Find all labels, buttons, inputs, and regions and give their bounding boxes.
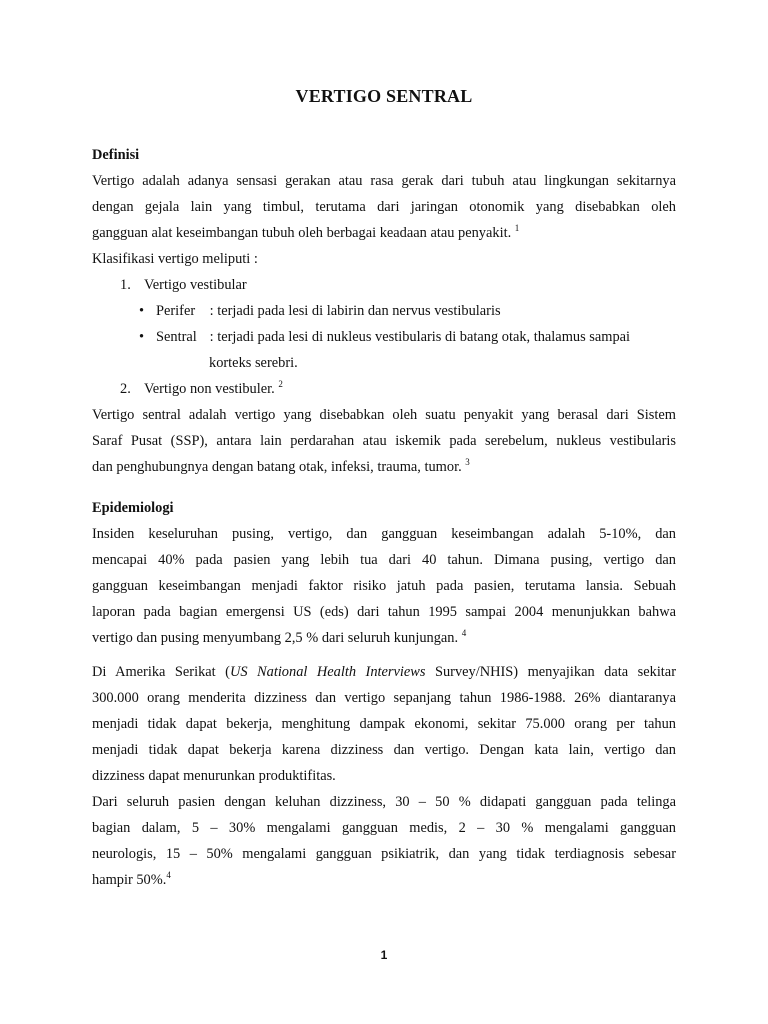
section-definisi bbox=[92, 142, 676, 480]
paragraph-text: gangguan alat keseimbangan tubuh oleh berbagai keadaan atau penyakit. bbox=[92, 225, 512, 241]
paragraph-text: vertigo dan pusing menyumbang 2,5 % dari seluruh kunjungan. bbox=[92, 630, 459, 646]
paragraph-line bbox=[92, 454, 676, 480]
bullet-dot-icon: • bbox=[139, 303, 145, 319]
reference-superscript: 4 bbox=[461, 628, 467, 639]
reference-superscript: 3 bbox=[465, 457, 470, 468]
paragraph-line: gangguan keseimbangan menjadi faktor risiko jatuh pada pasien, terutama lansia. Sebuah bbox=[92, 578, 676, 594]
bullet-continuation: korteks serebri. bbox=[209, 355, 298, 371]
reference-superscript: 1 bbox=[514, 223, 520, 234]
paragraph-line bbox=[92, 625, 676, 651]
list-label: Vertigo non vestibuler. bbox=[144, 381, 275, 397]
paragraph-line: Vertigo sentral adalah vertigo yang disebabkan oleh suatu penyakit yang berasal dari Sistem bbox=[92, 407, 676, 423]
list-item bbox=[96, 272, 676, 298]
paragraph-text: dan penghubungnya dengan batang otak, infeksi, trauma, tumor. bbox=[92, 459, 462, 475]
paragraph-line: bagian dalam, 5 – 30% mengalami gangguan medis, 2 – 30 % mengalami gangguan bbox=[92, 820, 676, 836]
paragraph-line: 300.000 orang menderita dizziness dan vertigo sepanjang tahun 1986-1988. 26% diantaranya bbox=[92, 690, 676, 706]
paragraph-line: Vertigo adalah adanya sensasi gerakan atau rasa gerak dari tubuh atau lingkungan sekitarnya bbox=[92, 173, 676, 189]
paragraph-line bbox=[92, 867, 676, 893]
bullet-dot-icon: • bbox=[139, 329, 145, 345]
list-label: Vertigo vestibular bbox=[144, 277, 247, 293]
bullet-text: : terjadi pada lesi di labirin dan nervus vestibularis bbox=[209, 303, 501, 319]
bullet-item bbox=[92, 324, 676, 350]
paragraph-line bbox=[92, 659, 676, 685]
bullet-term: Perifer bbox=[156, 303, 196, 319]
section-heading-definisi: Definisi bbox=[92, 147, 140, 163]
paragraph-line: dengan gejala lain yang timbul, terutama dari jaringan otonomik yang disebabkan oleh bbox=[92, 199, 676, 215]
paragraph-line: mencapai 40% pada pasien yang lebih tua dari 40 tahun. Dimana pusing, vertigo dan bbox=[92, 552, 676, 568]
paragraph-line: menjadi tidak dapat bekerja, menghitung dampak ekonomi, sekitar 75.000 orang per tahun bbox=[92, 716, 676, 732]
bullet-term: Sentral bbox=[156, 329, 197, 345]
paragraph-line: Insiden keseluruhan pusing, vertigo, dan gangguan keseimbangan adalah 5-10%, dan bbox=[92, 526, 676, 542]
italic-text: US National Health Interviews bbox=[229, 664, 426, 680]
section-heading-epidemiologi: Epidemiologi bbox=[92, 500, 174, 516]
reference-superscript: 4 bbox=[166, 870, 171, 881]
paragraph-line: Saraf Pusat (SSP), antara lain perdarahan atau iskemik pada serebelum, nukleus vestibularis bbox=[92, 433, 676, 449]
list-number: 1. bbox=[120, 277, 131, 293]
list-item bbox=[96, 376, 676, 402]
paragraph-text: Di Amerika Serikat ( bbox=[92, 664, 230, 680]
paragraph-line: Dari seluruh pasien dengan keluhan dizziness, 30 – 50 % didapati gangguan pada telinga bbox=[92, 794, 676, 810]
paragraph-text: hampir 50%. bbox=[92, 872, 167, 888]
bullet-text: : terjadi pada lesi di nukleus vestibularis di batang otak, thalamus sampai bbox=[209, 329, 631, 345]
document-title: VERTIGO SENTRAL bbox=[295, 86, 473, 106]
paragraph-text: Survey/NHIS) menyajikan data sekitar bbox=[425, 664, 676, 680]
paragraph-line: menjadi tidak dapat bekerja karena dizziness dan vertigo. Dengan kata lain, vertigo dan bbox=[92, 742, 676, 758]
section-epidemiologi bbox=[92, 495, 676, 893]
paragraph-line: dizziness dapat menurunkan produktifitas. bbox=[92, 768, 336, 784]
bullet-item bbox=[92, 298, 676, 324]
paragraph-line: neurologis, 15 – 50% mengalami gangguan psikiatrik, dan yang tidak terdiagnosis sebesar bbox=[92, 846, 676, 862]
klasifikasi-line: Klasifikasi vertigo meliputi : bbox=[92, 251, 258, 267]
reference-superscript: 2 bbox=[278, 379, 283, 390]
list-number: 2. bbox=[120, 381, 131, 397]
paragraph-line bbox=[92, 220, 676, 246]
paragraph-line: laporan pada bagian emergensi US (eds) dari tahun 1995 sampai 2004 menunjukkan bahwa bbox=[92, 604, 676, 620]
page-number: 1 bbox=[380, 948, 388, 962]
